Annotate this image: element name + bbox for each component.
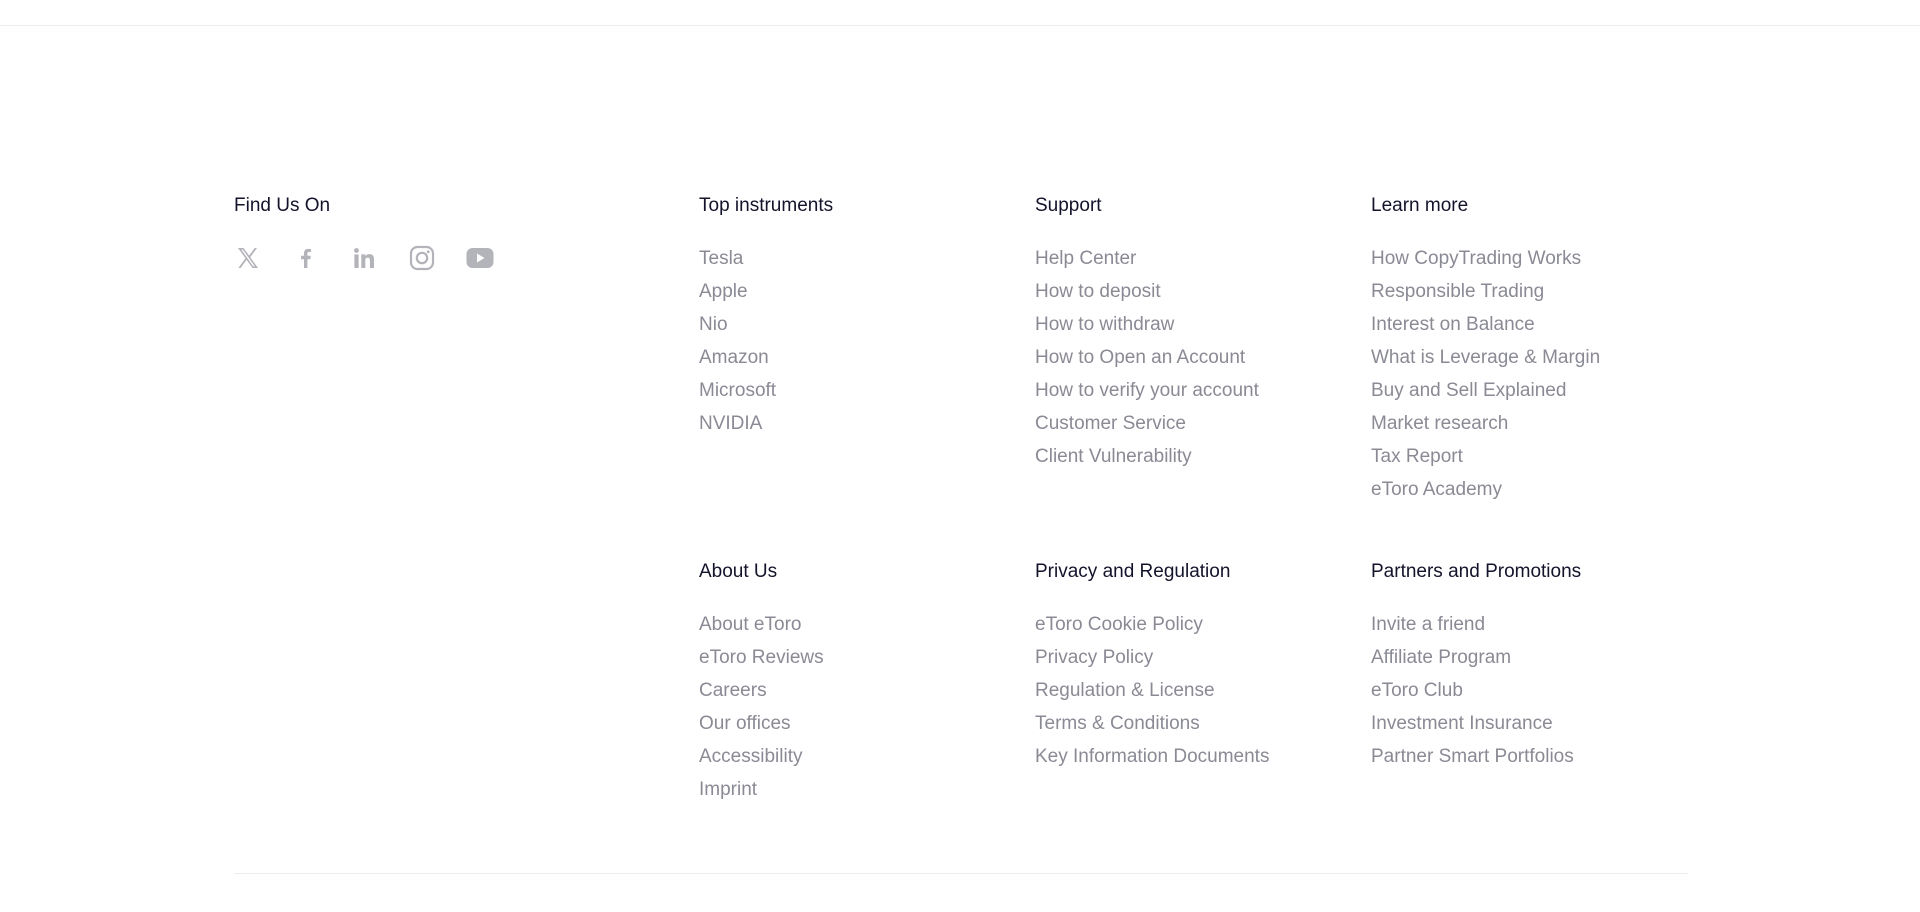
about-us-section: [699, 560, 824, 806]
list-item: [1035, 641, 1269, 674]
link-copytrading[interactable]: How CopyTrading Works: [1371, 248, 1582, 269]
link-nvidia[interactable]: NVIDIA: [699, 413, 763, 434]
link-etoro-academy[interactable]: eToro Academy: [1371, 479, 1502, 500]
link-regulation-license[interactable]: Regulation & License: [1035, 680, 1215, 701]
link-apple[interactable]: Apple: [699, 281, 748, 302]
list-item: [699, 407, 833, 440]
link-verify-account[interactable]: How to verify your account: [1035, 380, 1259, 401]
link-amazon[interactable]: Amazon: [699, 347, 769, 368]
link-privacy-policy[interactable]: Privacy Policy: [1035, 647, 1154, 668]
link-about-etoro[interactable]: About eToro: [699, 614, 802, 635]
link-help-center[interactable]: Help Center: [1035, 248, 1137, 269]
list-item: [1035, 308, 1259, 341]
about-us-list: [699, 608, 824, 806]
link-investment-insurance[interactable]: Investment Insurance: [1371, 713, 1553, 734]
link-affiliate-program[interactable]: Affiliate Program: [1371, 647, 1512, 668]
social-title: Find Us On: [234, 195, 331, 216]
list-item: [1035, 707, 1269, 740]
list-item: [699, 740, 824, 773]
list-item: [699, 275, 833, 308]
top-instruments-title: Top instruments: [699, 195, 834, 216]
footer-divider: [234, 873, 1688, 874]
about-us-title: About Us: [699, 561, 778, 582]
youtube-icon: [466, 247, 494, 269]
learn-more-section: [1371, 194, 1600, 506]
link-etoro-club[interactable]: eToro Club: [1371, 680, 1463, 701]
list-item: [1371, 440, 1600, 473]
list-item: [699, 773, 824, 806]
list-item: [1371, 641, 1581, 674]
list-item: [1035, 275, 1259, 308]
list-item: [1035, 242, 1259, 275]
link-client-vulnerability[interactable]: Client Vulnerability: [1035, 446, 1192, 467]
list-item: [1371, 674, 1581, 707]
list-item: [1035, 341, 1259, 374]
support-title: Support: [1035, 195, 1102, 216]
link-open-account[interactable]: How to Open an Account: [1035, 347, 1246, 368]
partners-section: [1371, 560, 1581, 773]
top-instruments-section: [699, 194, 833, 440]
list-item: [1371, 308, 1600, 341]
link-buy-sell[interactable]: Buy and Sell Explained: [1371, 380, 1567, 401]
learn-more-title: Learn more: [1371, 195, 1469, 216]
instagram-icon: [409, 245, 435, 271]
privacy-list: [1035, 608, 1269, 773]
link-careers[interactable]: Careers: [699, 680, 767, 701]
privacy-title: Privacy and Regulation: [1035, 561, 1231, 582]
x-icon: [236, 246, 260, 270]
link-key-information-documents[interactable]: Key Information Documents: [1035, 746, 1270, 767]
list-item: [1035, 608, 1269, 641]
link-tesla[interactable]: Tesla: [699, 248, 744, 269]
link-our-offices[interactable]: Our offices: [699, 713, 791, 734]
link-microsoft[interactable]: Microsoft: [699, 380, 777, 401]
link-interest-on-balance[interactable]: Interest on Balance: [1371, 314, 1535, 335]
partners-list: [1371, 608, 1581, 773]
linkedin-icon: [352, 246, 376, 270]
list-item: [1035, 740, 1269, 773]
list-item: [1371, 341, 1600, 374]
link-imprint[interactable]: Imprint: [699, 779, 758, 800]
link-how-to-deposit[interactable]: How to deposit: [1035, 281, 1161, 302]
link-responsible-trading[interactable]: Responsible Trading: [1371, 281, 1545, 302]
link-nio[interactable]: Nio: [699, 314, 728, 335]
facebook-link[interactable]: [292, 244, 320, 272]
partners-title: Partners and Promotions: [1371, 561, 1582, 582]
instagram-link[interactable]: [408, 244, 436, 272]
learn-more-list: [1371, 242, 1600, 506]
link-accessibility[interactable]: Accessibility: [699, 746, 803, 767]
list-item: [1371, 275, 1600, 308]
list-item: [699, 608, 824, 641]
link-terms-conditions[interactable]: Terms & Conditions: [1035, 713, 1200, 734]
list-item: [699, 374, 833, 407]
site-footer: [234, 0, 1688, 912]
social-section: [234, 194, 524, 274]
list-item: [699, 674, 824, 707]
list-item: [1371, 473, 1600, 506]
list-item: [699, 707, 824, 740]
list-item: [699, 341, 833, 374]
list-item: [1035, 407, 1259, 440]
top-instruments-list: [699, 242, 833, 440]
youtube-link[interactable]: [466, 244, 494, 272]
list-item: [1371, 740, 1581, 773]
list-item: [699, 242, 833, 275]
list-item: [699, 308, 833, 341]
link-leverage-margin[interactable]: What is Leverage & Margin: [1371, 347, 1601, 368]
list-item: [1371, 707, 1581, 740]
link-customer-service[interactable]: Customer Service: [1035, 413, 1186, 434]
x-link[interactable]: [234, 244, 262, 272]
support-list: [1035, 242, 1259, 473]
list-item: [1371, 407, 1600, 440]
support-section: [1035, 194, 1259, 473]
link-partner-smart-portfolios[interactable]: Partner Smart Portfolios: [1371, 746, 1574, 767]
list-item: [1035, 440, 1259, 473]
list-item: [1371, 242, 1600, 275]
list-item: [699, 641, 824, 674]
list-item: [1371, 608, 1581, 641]
link-how-to-withdraw[interactable]: How to withdraw: [1035, 314, 1175, 335]
privacy-section: [1035, 560, 1269, 773]
link-tax-report[interactable]: Tax Report: [1371, 446, 1463, 467]
list-item: [1035, 674, 1269, 707]
social-links: [234, 242, 524, 274]
linkedin-link[interactable]: [350, 244, 378, 272]
link-cookie-policy[interactable]: eToro Cookie Policy: [1035, 614, 1203, 635]
link-invite-friend[interactable]: Invite a friend: [1371, 614, 1486, 635]
facebook-icon: [294, 246, 318, 270]
link-market-research[interactable]: Market research: [1371, 413, 1509, 434]
link-etoro-reviews[interactable]: eToro Reviews: [699, 647, 824, 668]
list-item: [1371, 374, 1600, 407]
list-item: [1035, 374, 1259, 407]
